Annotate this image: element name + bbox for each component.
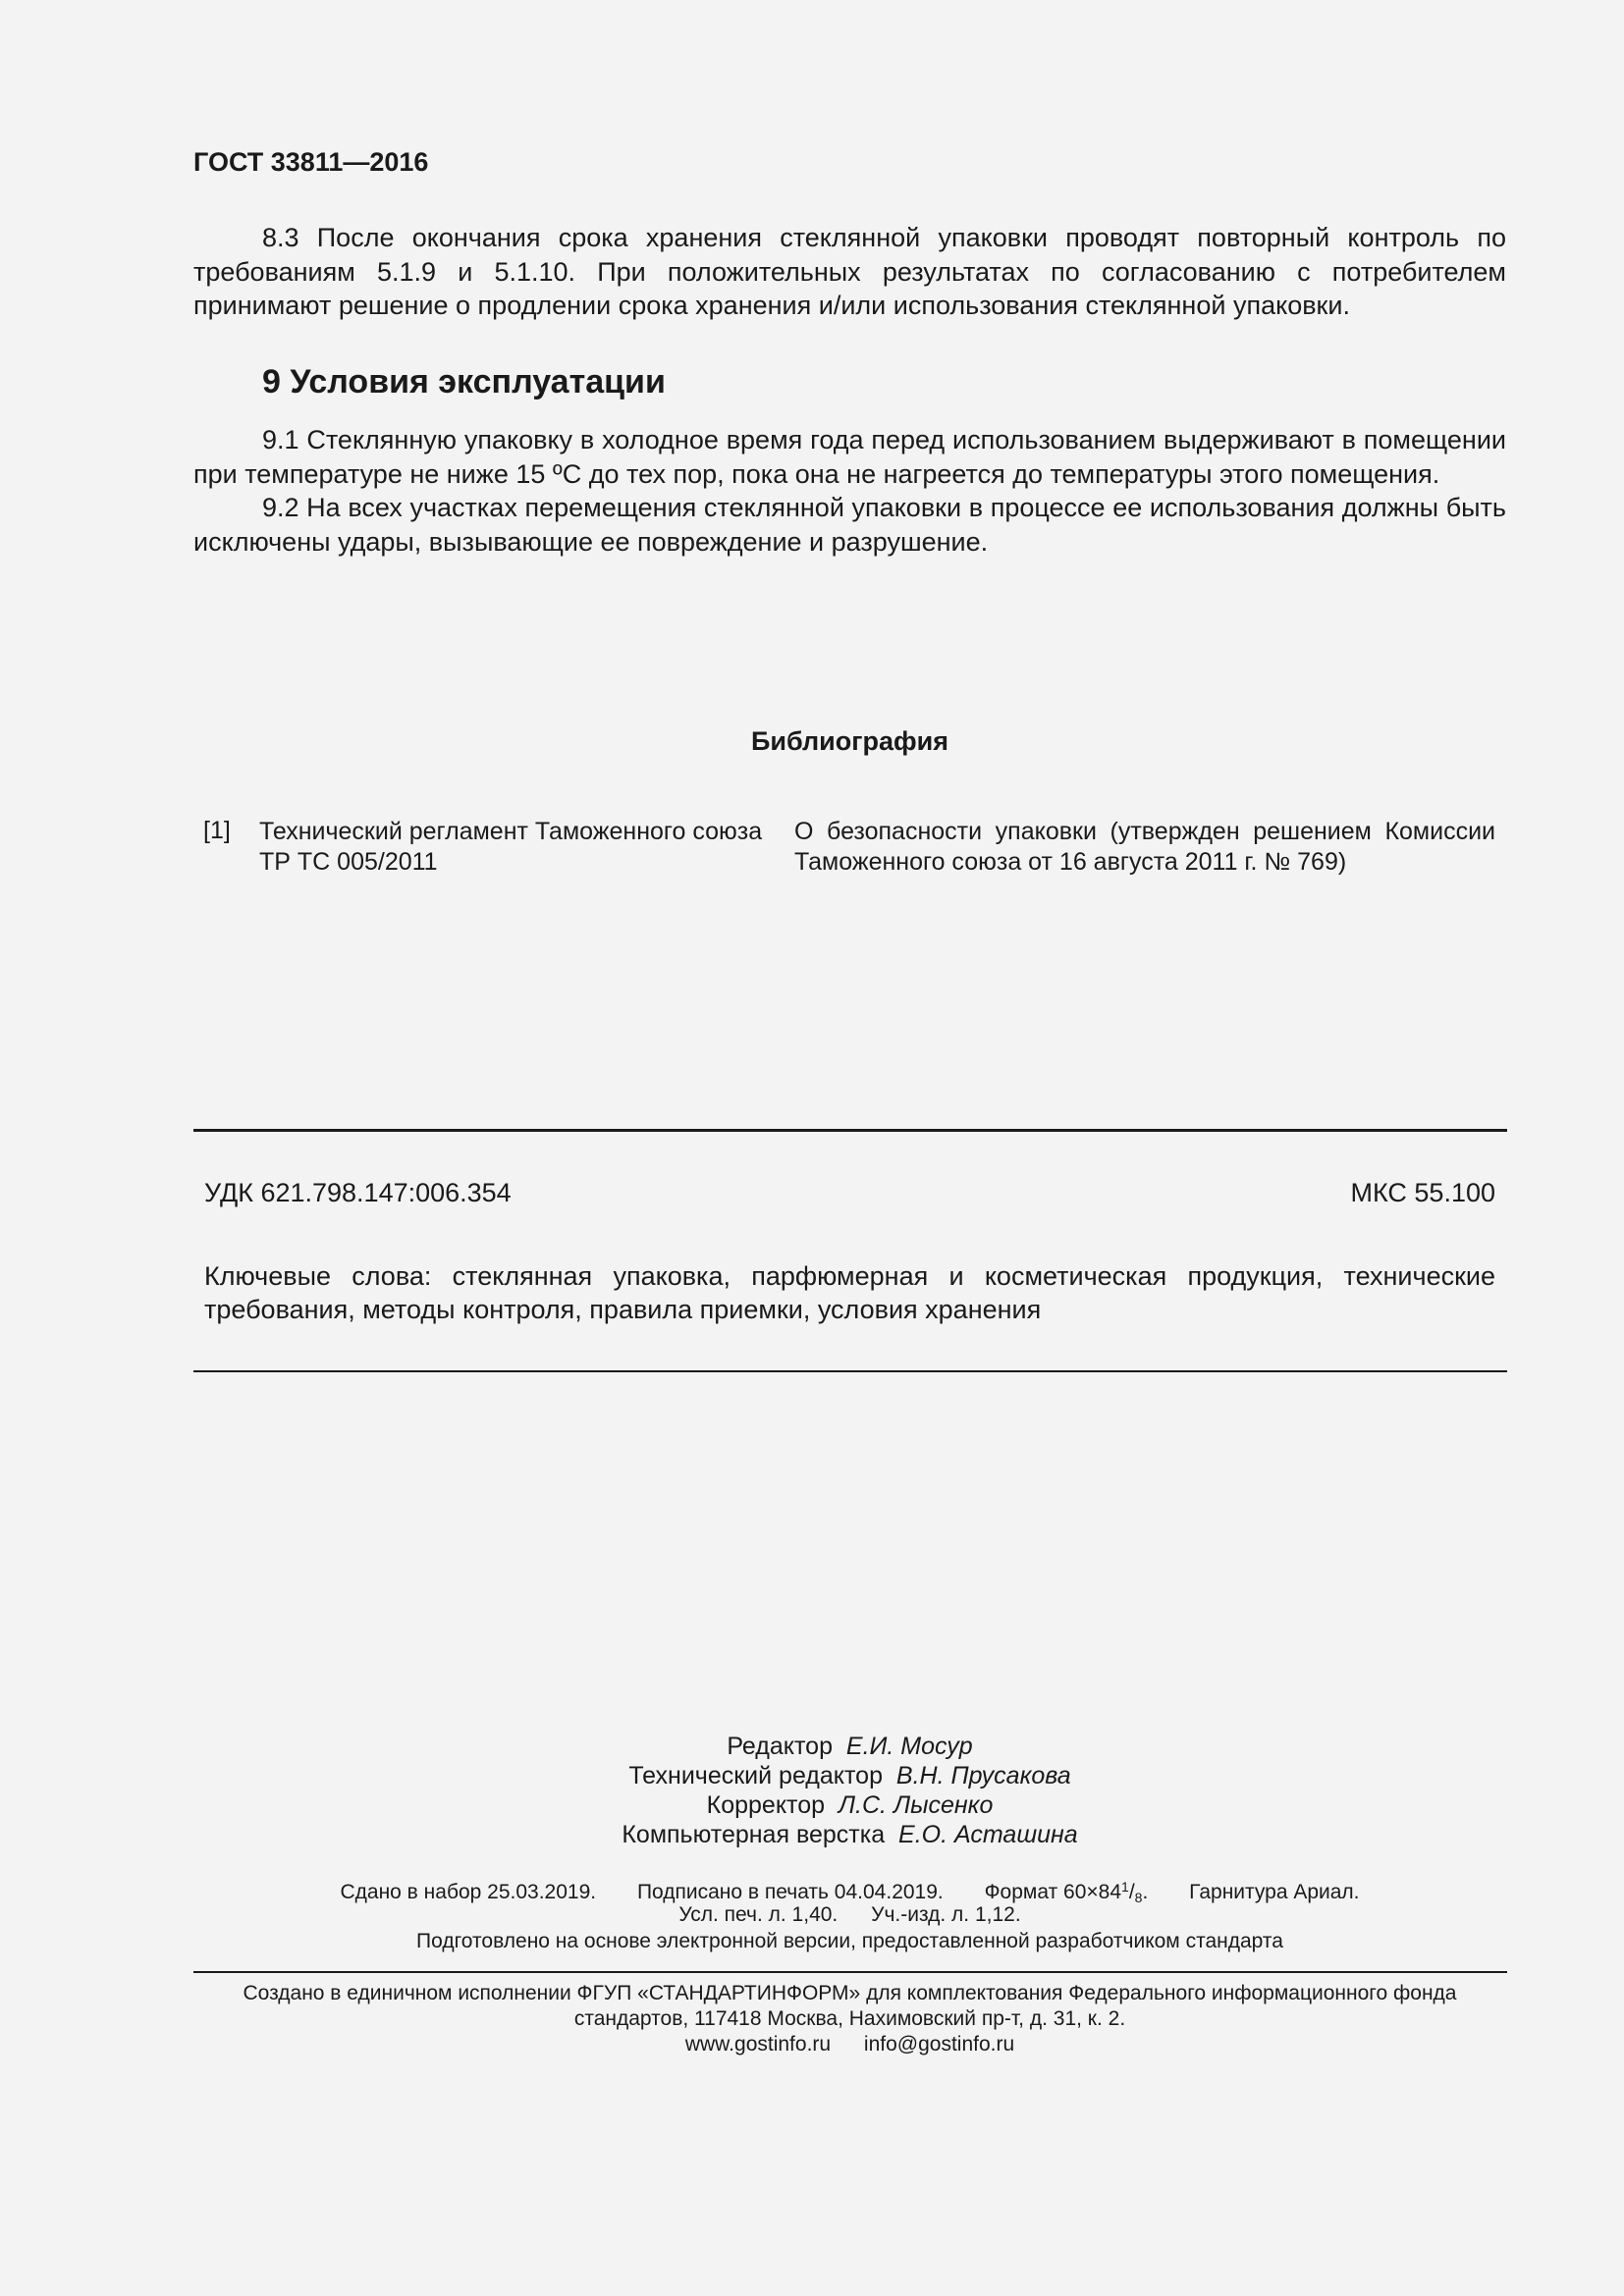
- bibliography-heading: Библиография: [751, 726, 948, 756]
- credit-corrector: [0, 1790, 1624, 1820]
- imprint-pub-sheets: Уч.-изд. л. 1,12.: [871, 1903, 1021, 1926]
- credit-layout: [0, 1820, 1624, 1849]
- credit-editor-name: Е.И. Мосур: [845, 1733, 973, 1760]
- paragraph-9-1: 9.1 Стеклянную упаковку в холодное время года перед использованием выдерживают в помещении при температуре не ниже 15 ºС до тех пор, пока она не нагреется до температуры этого помещения.: [193, 425, 1506, 489]
- footer-line-1: Создано в единичном исполнении ФГУП «СТАНДАРТИНФОРМ» для комплектования Федерального информационного фонда: [243, 1982, 1457, 2004]
- paragraph-9-2: 9.2 На всех участках перемещения стеклянной упаковки в процессе ее использования должны быть исключены удары, вызывающие ее повреждение и разрушение.: [193, 493, 1506, 557]
- imprint-line-2: [0, 1901, 1624, 1928]
- imprint-typeset: Сдано в набор 25.03.2019.: [340, 1881, 597, 1903]
- keywords: Ключевые слова: стеклянная упаковка, парфюмерная и косметическая продукция, технические требования, методы контроля, правила приемки, условия хранения: [204, 1261, 1495, 1324]
- credit-tech-editor-name: В.Н. Прусакова: [895, 1762, 1071, 1789]
- imprint-format: Формат $60\times 84^1/8$.: [984, 1879, 1149, 1905]
- imprint-signed: Подписано в печать 04.04.2019.: [636, 1881, 944, 1903]
- credit-corrector-label: Корректор: [706, 1791, 826, 1819]
- bibliography-item-title: Технический регламент Таможенного союза ТР ТС 005/2011: [259, 818, 763, 876]
- credit-tech-editor: [0, 1761, 1624, 1790]
- credit-tech-editor-label: Технический редактор: [628, 1762, 883, 1789]
- udk-code: УДК 621.798.147:006.354: [204, 1178, 512, 1207]
- footer-line-2: стандартов, 117418 Москва, Нахимовский пр-т, д. 31, к. 2.: [573, 2007, 1126, 2030]
- document-id: ГОСТ 33811—2016: [193, 147, 429, 177]
- footer-contacts: [0, 2031, 1624, 2057]
- credit-layout-label: Компьютерная верстка: [622, 1821, 886, 1848]
- section-9-heading: 9 Условия эксплуатации: [262, 363, 666, 400]
- mks-code: МКС 55.100: [1350, 1178, 1495, 1207]
- credit-editor: [0, 1732, 1624, 1761]
- bibliography-item-number: [1]: [203, 817, 231, 844]
- footer-email[interactable]: info@gostinfo.ru: [863, 2033, 1015, 2056]
- imprint-font: Гарнитура Ариал.: [1189, 1881, 1360, 1903]
- divider-top: [193, 1129, 1507, 1132]
- bibliography-item-description: О безопасности упаковки (утвержден решением Комиссии Таможенного союза от 16 августа 2011 г. № 769): [794, 818, 1495, 876]
- credit-corrector-name: Л.С. Лысенко: [838, 1791, 994, 1819]
- footer-website[interactable]: www.gostinfo.ru: [684, 2033, 832, 2056]
- imprint-print-sheets: Усл. печ. л. 1,40.: [678, 1903, 839, 1926]
- paragraph-8-3: 8.3 После окончания срока хранения стеклянной упаковки проводят повторный контроль по требованиям 5.1.9 и 5.1.10. При положительных результатах по согласованию с потребителем принимают решение о продлении срока хранения и/или использования стеклянной упаковки.: [193, 223, 1506, 320]
- divider-bottom: [193, 1971, 1507, 1973]
- imprint-prepared: Подготовлено на основе электронной версии, предоставленной разработчиком стандарта: [416, 1930, 1283, 1952]
- divider-middle: [193, 1370, 1507, 1372]
- credit-editor-label: Редактор: [727, 1733, 833, 1760]
- credit-layout-name: Е.О. Асташина: [898, 1821, 1078, 1848]
